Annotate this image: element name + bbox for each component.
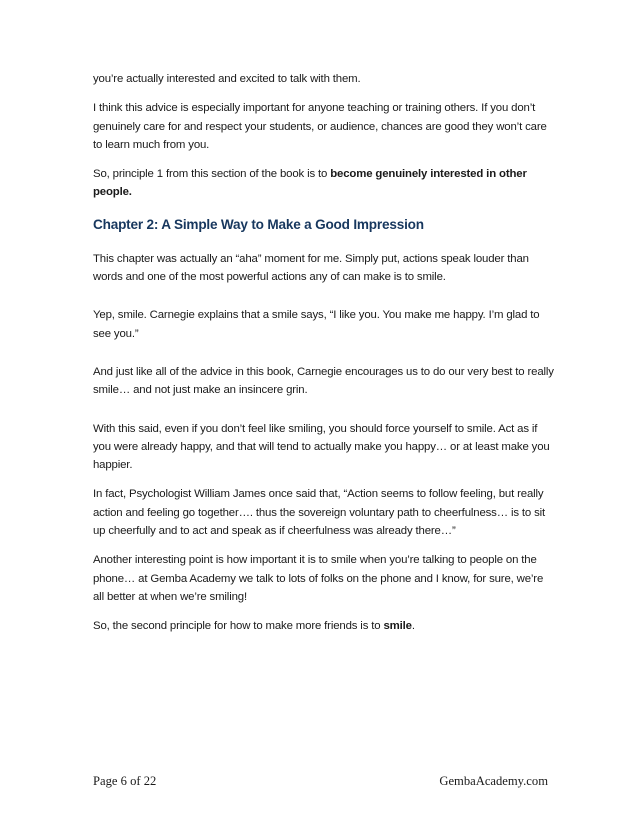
footer-site: GembaAcademy.com [439,774,548,788]
principle-2-bold: smile [383,620,412,633]
chapter-heading: Chapter 2: A Simple Way to Make a Good Impression [93,216,424,232]
principle-2-text: So, the second principle for how to make more friends is to [93,620,384,633]
paragraph-intro-end: you’re actually interested and excited to talk with them. [93,73,361,85]
principle-1-bold: become genuinely interested in other people. [93,168,527,199]
paragraph-yep-smile: Yep, smile. Carnegie explains that a smile says, “I like you. You make me happy. I’m glad to see you.” [93,309,540,340]
paragraph-force-smile: With this said, even if you don’t feel like smiling, you should force yourself to smile. Act as if you were already happy, and that will tend to actually make you happy… or at least make you happier. [93,422,550,472]
page-number: Page 6 of 22 [93,774,157,788]
paragraph-teaching-advice: I think this advice is especially important for anyone teaching or training others. If you don’t genuinely care for and respect your students, or audience, chances are good they won’t care to learn much from you. [93,102,547,151]
paragraph-principle-1 [93,165,555,202]
paragraph-william-james: In fact, Psychologist William James once said that, “Action seems to follow feeling, but really action and feeling go together…. thus the sovereign voluntary path to cheerfulness… is to sit up cheerfully and to act and speak as if cheerfulness was already there…” [93,488,546,538]
paragraph-phone-smile: Another interesting point is how important it is to smile when you’re talking to people on the phone… at Gemba Academy we talk to lots of folks on the phone and I know, for sure, we’re all better at when we’re smiling! [93,554,544,603]
paragraph-insincere-grin: And just like all of the advice in this book, Carnegie encourages us to do our very best to really smile… and not just make an insincere grin. [93,365,554,397]
page-footer [93,774,548,789]
principle-2-period: . [411,620,415,633]
page-body [93,70,555,636]
principle-1-text: So, principle 1 from this section of the book is to [93,168,331,181]
paragraph-aha-moment: This chapter was actually an “aha” moment for me. Simply put, actions speak louder than words and one of the most powerful actions any of can make is to smile. [93,252,529,284]
paragraph-principle-2 [93,617,555,635]
